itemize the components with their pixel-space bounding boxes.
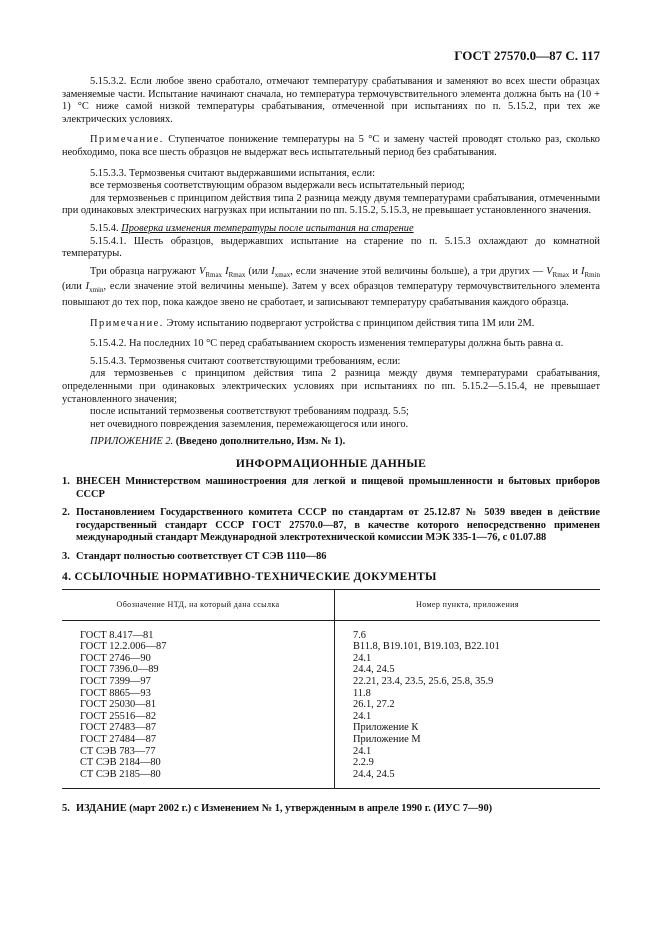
table-cell-clause: 22.21, 23.4, 23.5, 25.6, 25.8, 35.9 [353, 675, 494, 687]
table-cell-clause: 24.1 [353, 710, 372, 722]
appendix-text: (Введено дополнительно, Изм. № 1). [173, 436, 346, 448]
table-row [62, 664, 600, 676]
paragraph: 5.15.3.2. Если любое звено сработало, отмечают температуру срабатывания и заменяют во всех шести образцах заменяемые части. Испытание начинают сначала, но температура термочувствительного элемента должна быть на (10 + 1) °С ниже самой низкой температуры срабатывания, отмеченной при испытаниях по п. 5.15.2, при тех же электрических условиях. [62, 76, 600, 125]
table-cell-clause: 24.1 [353, 652, 372, 664]
table-row [62, 620, 600, 641]
subscript: xmax [274, 270, 291, 279]
column-header: Номер пункта, приложения [335, 589, 601, 620]
table-row [62, 734, 600, 746]
appendix-note [62, 436, 600, 449]
table-cell-designation: ГОСТ 27484—87 [62, 734, 335, 746]
table-cell-designation: ГОСТ 8.417—81 [62, 620, 335, 641]
appendix-label: ПРИЛОЖЕНИЕ 2. [90, 436, 174, 448]
table-cell-clause: В11.8, В19.101, В19.103, В22.101 [353, 641, 500, 653]
table-cell-designation: СТ СЭВ 2185—80 [62, 769, 335, 789]
references-table-wrapper [62, 589, 600, 790]
table-cell-designation: СТ СЭВ 783—77 [62, 746, 335, 758]
table-row [62, 722, 600, 734]
table-row [62, 641, 600, 653]
symbol: I [580, 265, 585, 277]
note-text: Этому испытанию подвергают устройства с принципом действия типа 1М или 2М. [163, 317, 535, 329]
subscript: xmin [89, 286, 104, 295]
table-row [62, 676, 600, 688]
symbol: I [271, 265, 275, 277]
formula-paragraph [62, 266, 600, 310]
item-number: 5. [62, 803, 70, 815]
symbol: I [85, 281, 90, 293]
table-cell-designation: ГОСТ 2746—90 [62, 653, 335, 665]
subscript: Rmax [552, 270, 570, 279]
info-item-3 [62, 551, 600, 564]
paragraph: 5.15.4.1. Шесть образцов, выдержавших испытание на старение по п. 5.15.3 охлаждают до комнатной температуры. [62, 235, 600, 260]
note-paragraph [62, 318, 600, 331]
table-cell-designation: ГОСТ 12.2.006—87 [62, 641, 335, 653]
item-number: 1. [62, 476, 70, 487]
info-item-1 [62, 476, 600, 501]
text-run: , если значение этой величины меньше). Затем у всех образцов температуру термочувствительного элемента повышают до тех пор, пока каждое звено не сработает, и записывают температуру срабатывания каждого образца. [62, 281, 600, 309]
item-number: 3. [62, 550, 70, 562]
table-cell-clause: 26.1, 27.2 [353, 699, 395, 711]
item-text: Стандарт полностью соответствует СТ СЭВ 1110—86 [76, 550, 327, 562]
text-run: (или [245, 265, 272, 277]
table-cell-designation: ГОСТ 7399—97 [62, 676, 335, 688]
note-label: Примечание. [90, 134, 164, 146]
table-cell-clause: 24.1 [353, 745, 372, 757]
subscript: Rmax [228, 270, 246, 279]
text-run: Три образца нагружают [90, 265, 199, 277]
table-row [62, 653, 600, 665]
table-cell-designation: ГОСТ 7396.0—89 [62, 664, 335, 676]
item-text: Постановлением Государственного комитета СССР по стандартам от 25.12.87 № 5039 введен в действие государственный стандарт СССР ГОСТ 27570.0—87, в качестве которого непосредственно применен международный стандарт Международной электротехнической комиссии МЭК 335-1—76, с 01.07.88 [76, 507, 600, 544]
paragraph: для термозвеньев с принципом действия типа 2 разница между двумя температурами срабатывания, определенными при одинаковых электрических условиях при испытаниях по пп. 5.15.2—5.15.4, не превышает установленного значения; [62, 368, 600, 405]
table-cell-clause: Приложение К [353, 722, 419, 734]
item-text: ИЗДАНИЕ (март 2002 г.) с Изменением № 1, утвержденным в апреле 1990 г. (ИУС 7—90) [76, 803, 493, 815]
text-run: (или [62, 281, 86, 293]
table-cell-clause: Приложение М [353, 733, 421, 745]
subsection-title: Проверка изменения температуры после испытания на старение [121, 222, 414, 234]
document-page [62, 48, 600, 822]
note-text: Ступенчатое понижение температуры на 5 °С и замену частей проводят столько раз, сколько необходимо, пока все шесть образцов не выдержат весь испытательный период без срабатывания. [62, 134, 600, 158]
paragraph: 5.15.4.2. На последних 10 °С перед срабатыванием скорость изменения температуры должна быть равна α. [90, 338, 564, 350]
symbol: I [225, 265, 229, 277]
info-title: ИНФОРМАЦИОННЫЕ ДАННЫЕ [235, 457, 427, 470]
symbol: V [546, 265, 553, 277]
table-row [62, 746, 600, 758]
note-label: Примечание. [90, 317, 164, 329]
subscript: Rmax [205, 270, 223, 279]
table-row [62, 769, 600, 789]
table-cell-clause: 2.2.9 [353, 757, 374, 769]
subsection-heading [62, 223, 600, 236]
table-cell-clause: 11.8 [353, 687, 371, 699]
info-item-2 [62, 507, 600, 545]
table-cell-designation: СТ СЭВ 2184—80 [62, 757, 335, 769]
table-cell-clause: 24.4, 24.5 [353, 768, 395, 780]
table-header-row [62, 589, 600, 620]
text-run: и [569, 265, 581, 277]
paragraph: для термозвеньев с принципом действия типа 2 разница между двумя температурами срабатывания, отмеченными при одинаковых электрических нагрузках при испытании по пп. 5.15.2, 5.15.3, не превышает установленного значения. [62, 192, 600, 217]
paragraph: 5.15.4.3. Термозвенья считают соответствующими требованиям, если: [90, 355, 401, 367]
table-cell-clause: 7.6 [353, 629, 366, 641]
symbol: V [198, 265, 206, 277]
table-cell-designation: ГОСТ 25516—82 [62, 711, 335, 723]
item-text: ВНЕСЕН Министерством машиностроения для легкой и пищевой промышленности и бытовых приборов СССР [76, 476, 600, 500]
paragraph: 5.15.3.3. Термозвенья считают выдержавшими испытания, если: [90, 167, 375, 179]
table-cell-designation: ГОСТ 27483—87 [62, 722, 335, 734]
table-row [62, 699, 600, 711]
item-number: 2. [62, 507, 70, 519]
table-cell-designation: ГОСТ 25030—81 [62, 699, 335, 711]
subsection-number: 5.15.4. [90, 222, 119, 234]
section-4-title: 4. ССЫЛОЧНЫЕ НОРМАТИВНО-ТЕХНИЧЕСКИЕ ДОКУМЕНТЫ [62, 569, 437, 583]
table-row [62, 711, 600, 723]
table-row [62, 757, 600, 769]
paragraph: все термозвенья соответствующим образом выдержали весь испытательный период; [90, 180, 465, 192]
column-header: Обозначение НТД, на который дана ссылка [62, 589, 335, 620]
page-header: ГОСТ 27570.0—87 С. 117 [454, 48, 600, 63]
paragraph: после испытаний термозвенья соответствуют требованиям подразд. 5.5; [90, 406, 409, 418]
paragraph: нет очевидного повреждения заземления, перемежающегося или иного. [90, 418, 409, 430]
text-run: , если значение этой величины больше), а три других — [290, 265, 547, 277]
info-item-5 [62, 803, 600, 816]
subscript: Rmin [584, 270, 600, 279]
references-table [62, 589, 600, 789]
table-row [62, 688, 600, 700]
note-paragraph [62, 134, 600, 159]
table-cell-clause: 24.4, 24.5 [353, 664, 395, 676]
table-cell-designation: ГОСТ 8865—93 [62, 688, 335, 700]
